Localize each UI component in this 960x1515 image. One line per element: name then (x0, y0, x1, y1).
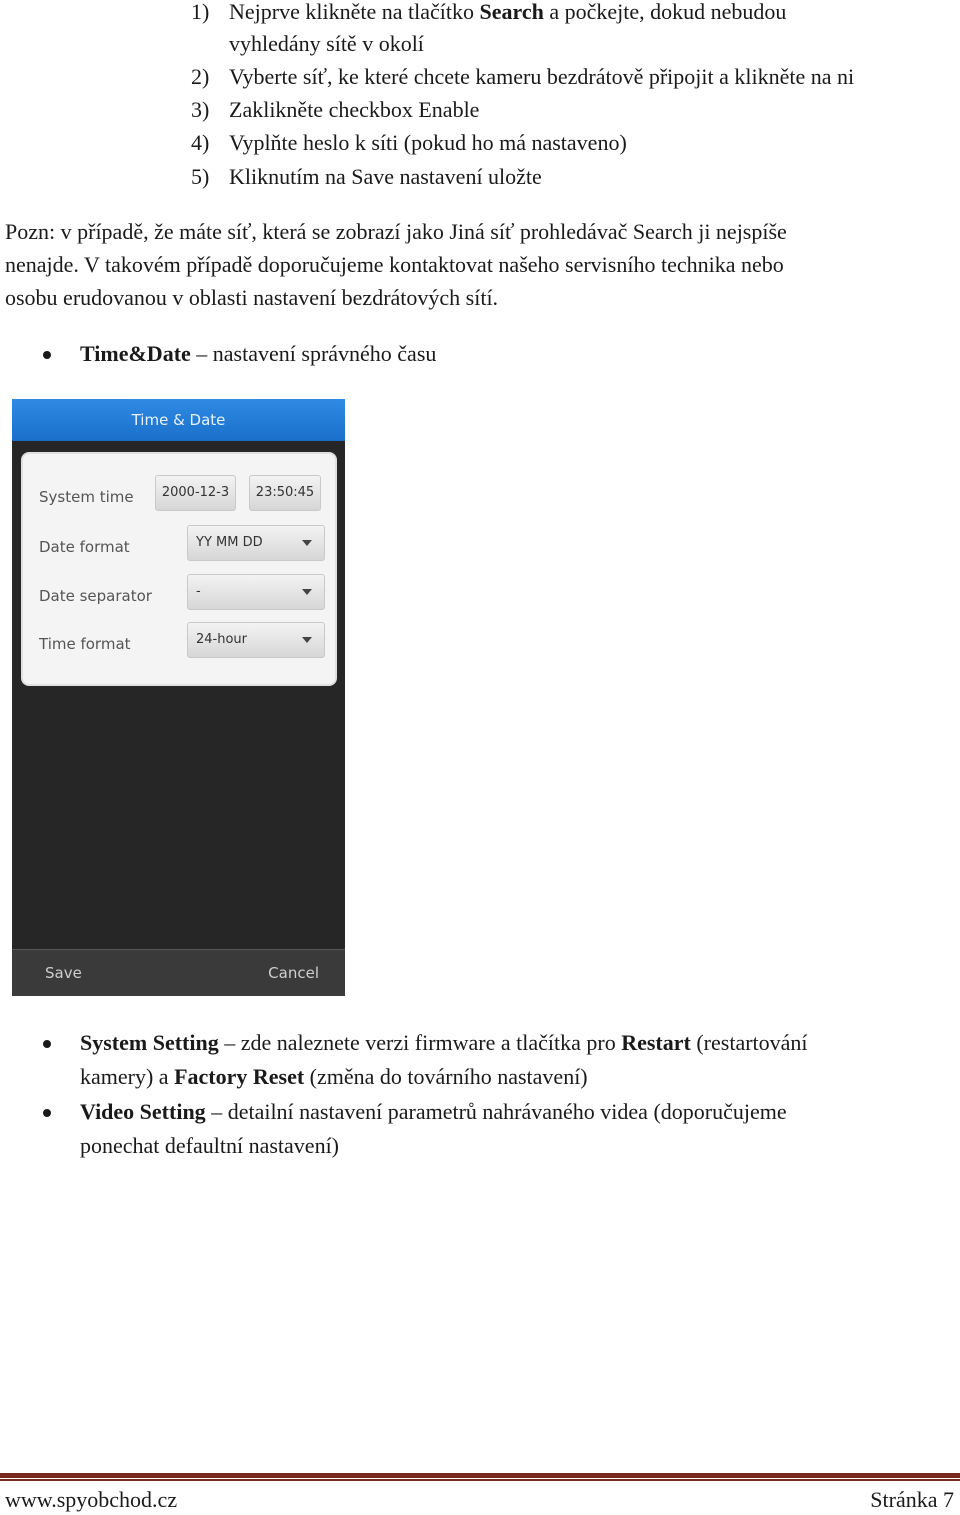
cancel-button[interactable]: Cancel (268, 964, 319, 982)
chevron-down-icon (302, 589, 312, 595)
date-separator-select[interactable]: - (187, 574, 325, 610)
phone-action-bar (12, 949, 345, 996)
step-text: Kliknutím na Save nastavení uložte (229, 164, 542, 189)
footer-website[interactable]: www.spyobchod.cz (5, 1487, 178, 1512)
bullet-text: System Setting – zde naleznete verzi firmware a tlačítka pro Restart (restartování (80, 1030, 808, 1055)
phone-title: Time & Date (12, 399, 345, 441)
step-text: Vyberte síť, ke které chcete kameru bezdrátově připojit a klikněte na ni (229, 64, 855, 89)
note-line: osobu erudovanou v oblasti nastavení bezdrátových sítí. (5, 285, 499, 310)
step-text-cont: vyhledány sítě v okolí (229, 31, 424, 56)
time-format-label: Time format (39, 635, 131, 653)
date-format-select[interactable]: YY MM DD (187, 525, 325, 561)
bullet-text: Video Setting – detailní nastavení parametrů nahrávaného videa (doporučujeme (80, 1099, 787, 1124)
step-number: 1) (191, 0, 210, 24)
date-separator-label: Date separator (39, 587, 152, 605)
system-date-button[interactable]: 2000-12-3 (155, 475, 236, 511)
footer-page-number: Stránka 7 (870, 1487, 954, 1512)
bullet-icon (43, 351, 51, 359)
phone-screenshot (12, 399, 345, 996)
chevron-down-icon (302, 540, 312, 546)
time-date-dialog (23, 454, 335, 684)
system-time-label: System time (39, 488, 134, 506)
step-number: 2) (191, 64, 210, 89)
save-button[interactable]: Save (45, 964, 82, 982)
footer-rule (0, 1473, 960, 1478)
system-clock-button[interactable]: 23:50:45 (249, 475, 321, 511)
bullet-text: Time&Date – nastavení správného času (80, 341, 437, 366)
chevron-down-icon (302, 637, 312, 643)
step-text: Vyplňte heslo k síti (pokud ho má nastaveno) (229, 130, 627, 155)
step-number: 5) (191, 164, 210, 189)
step-number: 3) (191, 97, 210, 122)
bullet-text-cont: kamery) a Factory Reset (změna do továrního nastavení) (80, 1064, 588, 1089)
time-format-select[interactable]: 24-hour (187, 622, 325, 658)
footer-rule-thin (0, 1479, 960, 1481)
date-format-label: Date format (39, 538, 130, 556)
bullet-icon (43, 1040, 51, 1048)
note-line: nenajde. V takovém případě doporučujeme kontaktovat našeho servisního technika nebo (5, 252, 784, 277)
step-text: Nejprve klikněte na tlačítko Search a počkejte, dokud nebudou (229, 0, 787, 24)
bullet-icon (43, 1109, 51, 1117)
step-text: Zaklikněte checkbox Enable (229, 97, 480, 122)
step-number: 4) (191, 130, 210, 155)
note-line: Pozn: v případě, že máte síť, která se zobrazí jako Jiná síť prohledávač Search ji nejspíše (5, 219, 787, 244)
bullet-text-cont: ponechat defaultní nastavení) (80, 1133, 340, 1158)
